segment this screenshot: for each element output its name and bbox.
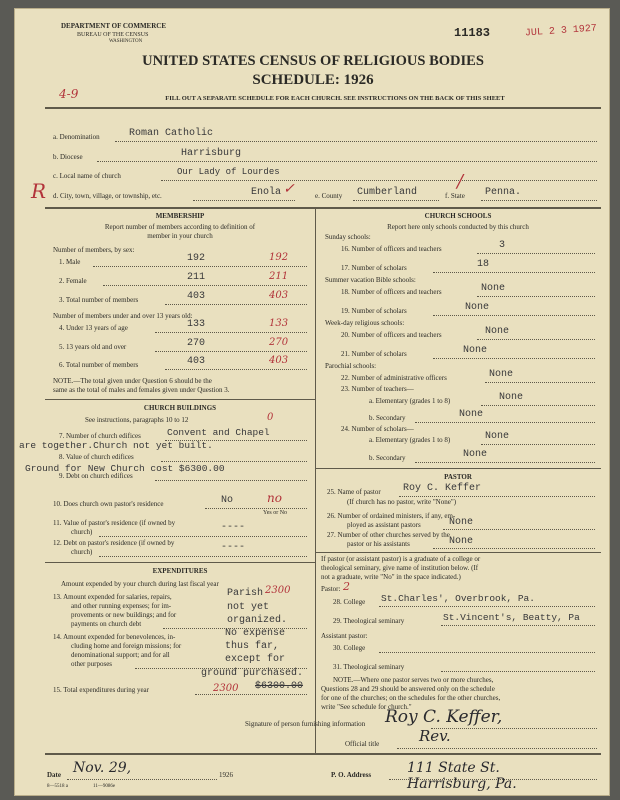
q1-line <box>93 266 307 267</box>
q4-value: 133 <box>187 319 206 330</box>
membership-intro-1: Report number of members according to definition of <box>104 223 256 231</box>
q16-value: 3 <box>499 240 506 251</box>
q29-line <box>441 625 595 626</box>
pastor-mark: 2 <box>343 580 350 593</box>
q2-check: 211 <box>269 271 289 282</box>
print-code: 8—5518 a <box>47 784 68 789</box>
buildings-see: See instructions, paragraphs 10 to 12 <box>85 416 189 424</box>
membership-intro-2: member in your church <box>147 232 213 240</box>
q11-line <box>99 536 307 537</box>
q12-value: ---- <box>221 542 246 553</box>
schools-intro: Report here only schools conducted by this church <box>387 223 529 231</box>
signature-label: Signature of person furnishing information <box>245 720 366 728</box>
q14-line-1: 14. Amount expended for benevolences, in- <box>53 633 176 641</box>
county-label: e. County <box>315 192 343 200</box>
weekday-label: Week-day religious schools: <box>325 319 405 327</box>
po-city-value: Harrisburg, Pa. <box>407 776 517 792</box>
bureau-label: BUREAU OF THE CENSUS <box>77 32 149 38</box>
q20-label: 20. Number of officers and teachers <box>341 331 442 339</box>
form-subtitle: SCHEDULE: 1926 <box>252 72 374 88</box>
q25-value: Roy C. Keffer <box>403 483 482 494</box>
q25-line <box>399 496 595 497</box>
date-label: Date <box>47 771 61 779</box>
assistant-label: Assistant pastor: <box>321 632 368 640</box>
q31-line <box>441 671 595 672</box>
q27-answer-line <box>433 548 595 549</box>
summer-label: Summer vacation Bible schools: <box>325 276 416 284</box>
buildings-rule <box>45 399 315 400</box>
q18-line <box>477 296 595 297</box>
grad-note-2: theological seminary, give name of institution below. (If <box>321 564 479 572</box>
q5-label: 5. 13 years old and over <box>59 343 127 351</box>
city-line <box>193 200 295 201</box>
q22-value: None <box>489 369 514 380</box>
q10-value: No <box>221 495 234 506</box>
header-rule <box>45 107 601 109</box>
q31-label: 31. Theological seminary <box>333 663 405 671</box>
q24-label: 24. Number of scholars— <box>341 425 414 433</box>
q24b-value: None <box>463 449 488 460</box>
q9-label: 9. Debt on church edifices <box>59 472 133 480</box>
form-number: 11183 <box>454 26 491 40</box>
buildings-heading: CHURCH BUILDINGS <box>143 404 217 412</box>
q2-label: 2. Female <box>59 277 87 285</box>
q2-value: 211 <box>187 272 206 283</box>
q3-check: 403 <box>269 290 289 301</box>
q6-check: 403 <box>269 355 289 366</box>
pastor-heading: PASTOR <box>444 473 472 481</box>
q23b-label: b. Secondary <box>369 414 406 422</box>
q24b-line <box>415 462 595 463</box>
state-line <box>481 200 597 201</box>
local-name-label: c. Local name of church <box>53 172 121 180</box>
q27-line-1: 27. Number of other churches served by the <box>327 531 450 539</box>
q26-answer-line <box>443 529 595 530</box>
diocese-value: Harrisburg <box>181 148 242 159</box>
q17-value: 18 <box>477 259 490 270</box>
r-mark: R <box>31 179 47 203</box>
q13-line-2: and other running expenses; for im- <box>71 602 172 610</box>
city-label-field: d. City, town, village, or township, etc. <box>53 192 162 200</box>
q3-line <box>165 304 307 305</box>
q18-value: None <box>481 283 506 294</box>
q23b-line <box>415 422 595 423</box>
q26-line-1: 26. Number of ordained ministers, if any, em- <box>327 512 456 520</box>
q29-value: St.Vincent's, Beatty, Pa <box>443 612 580 623</box>
q11-label: 11. Value of pastor's residence (if owned by <box>53 519 176 527</box>
q15-value: $6300.00 <box>255 681 304 692</box>
denomination-value: Roman Catholic <box>129 128 214 139</box>
state-value: Penna. <box>485 187 522 198</box>
expenditures-intro: Amount expended by your church during last fiscal year <box>61 580 219 588</box>
q27-value: None <box>449 536 474 547</box>
q8-label: 8. Value of church edifices <box>59 453 134 461</box>
q13-value-1: Parish <box>227 588 264 599</box>
official-title-line <box>397 748 597 749</box>
yes-no-hint: Yes or No <box>263 510 288 516</box>
q24b-label: b. Secondary <box>369 454 406 462</box>
q13-line-3: provements or new buildings; and for <box>71 611 177 619</box>
state-label: f. State <box>445 192 465 200</box>
q5-line <box>155 351 307 352</box>
check-mark: ✓ <box>283 181 295 197</box>
q14-value-2: thus far, <box>225 641 280 652</box>
q15-label: 15. Total expenditures during year <box>53 686 149 694</box>
grad-note-1: If pastor (or assistant pastor) is a graduate of a college or <box>321 555 481 563</box>
section-bottom-rule <box>45 753 601 755</box>
census-schedule-sheet <box>14 8 610 796</box>
q8-line <box>161 461 307 462</box>
q1-value: 192 <box>187 253 206 264</box>
signature-value: Roy C. Keffer, <box>385 707 503 727</box>
q14-value-1: No expense <box>225 628 286 639</box>
q10-line <box>205 508 307 509</box>
q19-label: 19. Number of scholars <box>341 307 407 315</box>
pastor-sub-label: Pastor: <box>321 585 341 593</box>
q14-line-4: other purposes <box>71 660 113 668</box>
city-label: WASHINGTON <box>109 39 143 44</box>
q22-line <box>485 382 595 383</box>
q30-label: 30. College <box>333 644 366 652</box>
q14-value-4: ground purchased. <box>201 668 304 679</box>
received-stamp: JUL 2 3 1927 <box>524 23 598 40</box>
q1-check: 192 <box>269 252 289 263</box>
q3-value: 403 <box>187 291 206 302</box>
membership-note-1: NOTE.—The total given under Question 6 should be the <box>53 377 212 385</box>
q15-check: 2300 <box>213 683 239 694</box>
denomination-label: a. Denomination <box>53 133 100 141</box>
form-title: UNITED STATES CENSUS OF RELIGIOUS BODIES <box>142 53 484 69</box>
q23a-line <box>481 405 595 406</box>
q25-note: (If church has no pastor, write "None") <box>347 498 457 506</box>
buildings-zero-mark: 0 <box>267 412 274 423</box>
slash-mark: / <box>457 171 464 192</box>
q28-line <box>379 606 595 607</box>
q20-line <box>477 339 595 340</box>
q5-value: 270 <box>187 338 206 349</box>
pastor-note-1: NOTE.—Where one pastor serves two or more churches, <box>333 676 494 684</box>
q4-line <box>155 332 307 333</box>
local-name-line <box>161 180 597 181</box>
q29-label: 29. Theological seminary <box>333 617 405 625</box>
date-year: 1926 <box>219 771 233 779</box>
q5-check: 270 <box>269 337 289 348</box>
q9-line <box>155 480 307 481</box>
q14-line-2: cluding home and foreign missions; for <box>71 642 182 650</box>
q17-label: 17. Number of scholars <box>341 264 407 272</box>
q1-label: 1. Male <box>59 258 81 266</box>
q24a-line <box>481 444 595 445</box>
q13-value-3: organized. <box>227 615 288 626</box>
q24a-value: None <box>485 431 510 442</box>
q11-value: ---- <box>221 522 246 533</box>
q7-label: 7. Number of church edifices <box>59 432 141 440</box>
q25-label: 25. Name of pastor <box>327 488 381 496</box>
county-value: Cumberland <box>357 187 418 198</box>
q11-sub: church) <box>71 528 93 536</box>
date-line <box>67 779 217 780</box>
county-line <box>353 200 439 201</box>
q6-line <box>165 369 307 370</box>
pastor-note-3: for one of the churches; on the schedules for the other churches, <box>321 694 501 702</box>
pastor-rule <box>315 468 601 469</box>
q17-line <box>433 272 595 273</box>
schools-heading: CHURCH SCHOOLS <box>424 212 492 220</box>
q7-note: are together.Church not yet built. <box>19 440 213 451</box>
q30-line <box>379 652 595 653</box>
by-sex-label: Number of members, by sex: <box>53 246 135 254</box>
department-label: DEPARTMENT OF COMMERCE <box>61 22 167 30</box>
parochial-label: Parochial schools: <box>325 362 377 370</box>
print-code-2: 11—9086e <box>93 784 116 789</box>
q23a-label: a. Elementary (grades 1 to 8) <box>369 397 451 405</box>
q28-label: 28. College <box>333 598 366 606</box>
q21-line <box>433 358 595 359</box>
grad-rule <box>315 552 601 553</box>
q4-label: 4. Under 13 years of age <box>59 324 128 332</box>
q16-line <box>477 253 595 254</box>
membership-heading: MEMBERSHIP <box>155 212 205 220</box>
q21-value: None <box>463 345 488 356</box>
q6-label: 6. Total number of members <box>59 361 139 369</box>
po-address-value: 111 State St. <box>407 760 500 776</box>
q19-value: None <box>465 302 490 313</box>
date-value: Nov. 29, <box>73 760 132 776</box>
q12-line <box>99 556 307 557</box>
q18-label: 18. Number of officers and teachers <box>341 288 442 296</box>
grad-note-3: not a graduate, write "No" in the space indicated.) <box>321 573 461 581</box>
q7-value: Convent and Chapel <box>167 427 270 438</box>
q24a-label: a. Elementary (grades 1 to 8) <box>369 436 451 444</box>
q16-label: 16. Number of officers and teachers <box>341 245 442 253</box>
section-top-rule <box>45 207 601 209</box>
q26-line-2: ployed as assistant pastors <box>347 521 421 529</box>
q13-line-4: payments on church debt <box>71 620 142 628</box>
membership-note-2: same as the total of males and females given under Question 3. <box>53 386 230 394</box>
q14-line-3: denominational support; and for all <box>71 651 170 659</box>
q10-label: 10. Does church own pastor's residence <box>53 500 164 508</box>
q15-line <box>195 694 307 695</box>
q21-label: 21. Number of scholars <box>341 350 407 358</box>
q22-label: 22. Number of administrative officers <box>341 374 447 382</box>
pastor-note-2: Questions 28 and 29 should be answered only on the schedule <box>321 685 495 693</box>
q10-check: no <box>267 491 282 505</box>
q14-value-3: except for <box>225 654 286 665</box>
denomination-line <box>115 141 597 142</box>
instruction-line: FILL OUT A SEPARATE SCHEDULE FOR EACH CHURCH. SEE INSTRUCTIONS ON THE BACK OF THIS SHEET <box>165 95 505 102</box>
q20-value: None <box>485 326 510 337</box>
q28-value: St.Charles', Overbrook, Pa. <box>381 593 535 604</box>
q23b-value: None <box>459 409 484 420</box>
q4-check: 133 <box>269 318 289 329</box>
q23-label: 23. Number of teachers— <box>341 385 414 393</box>
q13-line-1: 13. Amount expended for salaries, repairs, <box>53 593 172 601</box>
pastor-note-4: write "See schedule for church." <box>321 703 412 711</box>
local-name-value: Our Lady of Lourdes <box>177 167 280 177</box>
q23a-value: None <box>499 392 524 403</box>
q12-sub: church) <box>71 548 93 556</box>
q6-value: 403 <box>187 356 206 367</box>
expenditures-heading: EXPENDITURES <box>152 567 208 575</box>
by-age-label: Number of members under and over 13 years old: <box>53 312 193 320</box>
q13-value-2: not yet <box>227 602 270 613</box>
official-title-value: Rev. <box>419 727 451 745</box>
signature-line <box>431 728 597 729</box>
po-address-label: P. O. Address <box>331 771 372 779</box>
diocese-line <box>97 161 597 162</box>
city-value: Enola <box>251 187 282 198</box>
q19-line <box>433 315 595 316</box>
margin-note: 4-9 <box>59 87 79 101</box>
diocese-label: b. Diocese <box>53 153 83 161</box>
sunday-label: Sunday schools: <box>325 233 371 241</box>
q27-line-2: pastor or his assistants <box>347 540 410 548</box>
q3-label: 3. Total number of members <box>59 296 139 304</box>
expenditures-rule <box>45 562 315 563</box>
q13-check: 2300 <box>265 585 291 596</box>
q8-note: Ground for New Church cost $6300.00 <box>25 463 225 474</box>
q12-label: 12. Debt on pastor's residence (if owned by <box>53 539 175 547</box>
q2-line <box>103 285 307 286</box>
official-title-label: Official title <box>345 740 380 748</box>
q26-value: None <box>449 517 474 528</box>
